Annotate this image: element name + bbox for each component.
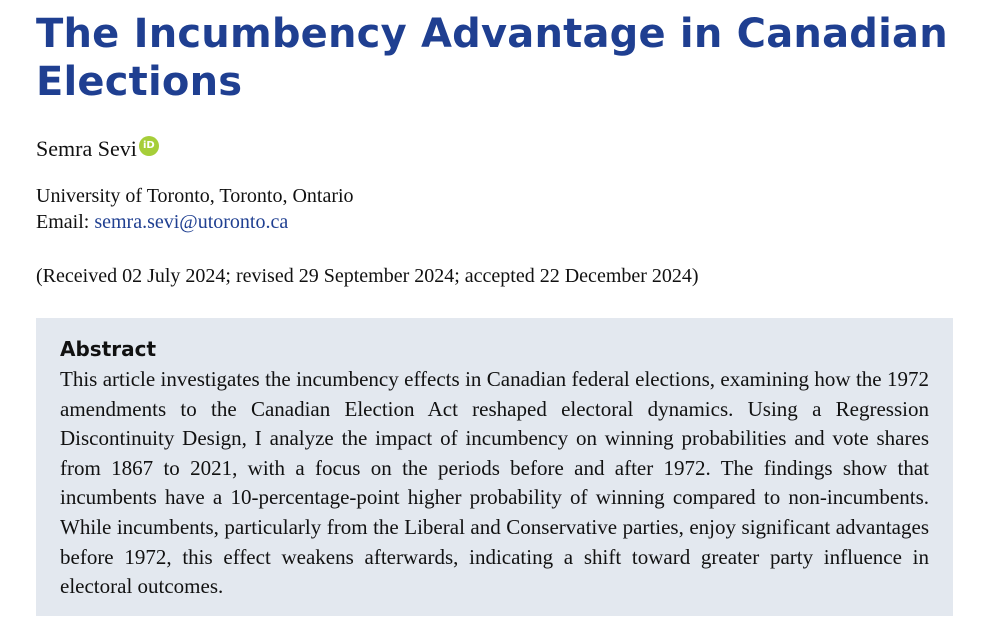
email-label: Email: bbox=[36, 211, 95, 233]
email-link[interactable]: semra.sevi@utoronto.ca bbox=[94, 211, 289, 233]
abstract-text: This article investigates the incumbency effects in Canadian federal elections, examining how the 1972 amendments to the Canadian Election Act reshaped electoral dynamics. Using a Regression Discontinuity Design, I analyze the impact of incumbency on winning probabilities and vote shares from 1867 to 2021, with a focus on the periods before and after 1972. The findings show that incumbents have a 10-percentage-point higher probability of winning compared to non-incumbents. While incumbents, particularly from the Liberal and Conservative parties, enjoy significant advantages before 1972, this effect weakens afterwards, indicating a shift toward greater party influence in electoral outcomes. bbox=[60, 367, 929, 599]
author-name: Semra Sevi bbox=[36, 136, 137, 161]
author-line bbox=[36, 135, 159, 163]
email-line bbox=[36, 209, 288, 235]
article-title: The Incumbency Advantage in Canadian Elections bbox=[36, 11, 948, 105]
abstract-section bbox=[36, 318, 953, 616]
submission-dates: (Received 02 July 2024; revised 29 September 2024; accepted 22 December 2024) bbox=[36, 265, 699, 287]
abstract-heading: Abstract bbox=[60, 337, 157, 361]
orcid-icon[interactable]: iD bbox=[139, 136, 159, 156]
affiliation: University of Toronto, Toronto, Ontario bbox=[36, 185, 354, 207]
